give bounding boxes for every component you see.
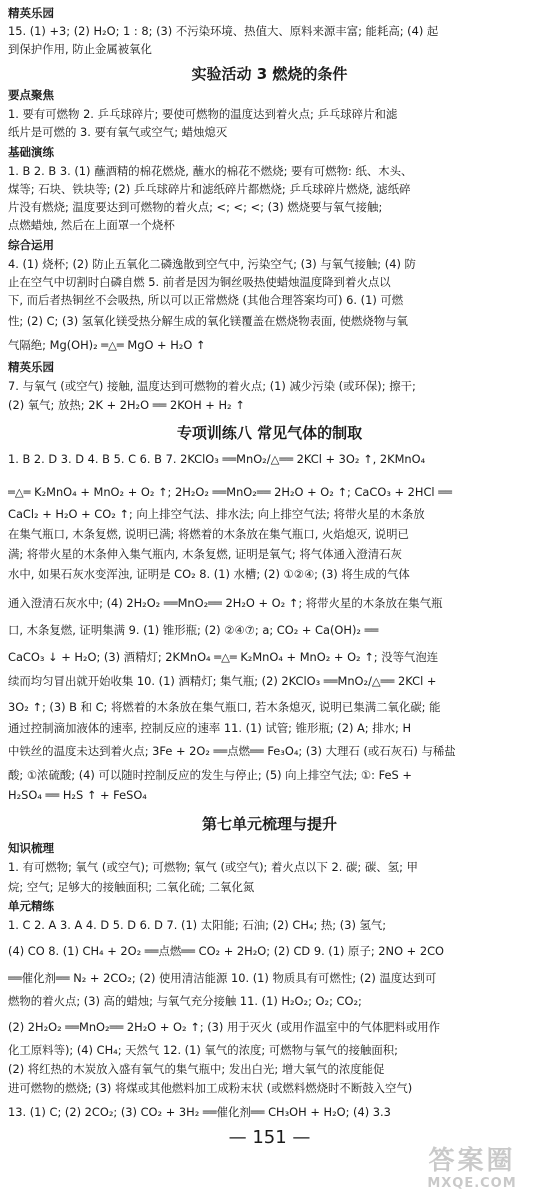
answer-line-12: 性; (2) C; (3) 氢氧化镁受热分解生成的氧化镁覆盖在燃烧物表面, 使燃烧物与氧 — [8, 314, 408, 328]
answer-line-5: 1. B 2. B 3. (1) 蘸酒精的棉花燃烧, 蘸水的棉花不燃烧; 要有可燃物: 纸、木头、 — [8, 164, 413, 178]
title-experiment-3: 实验活动 3 燃烧的条件 — [191, 65, 348, 83]
watermark-logo — [413, 1146, 531, 1196]
answer-line-7: 片没有燃烧; 温度要达到可燃物的着火点; <; <; <; (3) 燃烧要与氧气接触; — [8, 200, 383, 214]
answer-line-15: (2) 氧气; 放热; 2K + 2H₂O ══ 2KOH + H₂ ↑ — [8, 398, 245, 412]
section-heading-comprehensive: 综合运用 — [8, 238, 54, 252]
answer-line-35: ══催化剂══ N₂ + 2CO₂; (2) 使用清洁能源 10. (1) 物质具有可燃性; (2) 温度达到可 — [8, 971, 437, 985]
answer-line-37: (2) 2H₂O₂ ══MnO₂══ 2H₂O + O₂ ↑; (3) 用于灭火 (或用作温室中的气体肥料或用作 — [8, 1020, 441, 1034]
answer-line-3: 1. 要有可燃物 2. 乒乓球碎片; 要使可燃物的温度达到着火点; 乒乓球碎片和滤 — [8, 107, 398, 121]
answer-line-40: 进可燃物的燃烧; (3) 将煤或其他燃料加工成粉末状 (或燃料燃烧时不断鼓入空气) — [8, 1081, 413, 1095]
answer-line-23: 口, 木条复燃, 证明集满 9. (1) 锥形瓶; (2) ②④⑦; a; CO₂ + Ca(OH)₂ ══ — [8, 623, 379, 637]
watermark-url: MXQE.COM — [427, 1176, 517, 1191]
answer-line-31: 1. 有可燃物; 氧气 (或空气); 可燃物; 氧气 (或空气); 着火点以下 2. 碳; 碳、氢; 甲 — [8, 860, 418, 874]
answer-line-13: 气隔绝; Mg(OH)₂ ═△═ MgO + H₂O ↑ — [8, 338, 206, 352]
page-number: — 151 — — [228, 1127, 311, 1148]
title-unit-7-review: 第七单元梳理与提升 — [201, 815, 337, 833]
answer-line-34: (4) CO 8. (1) CH₄ + 2O₂ ══点燃══ CO₂ + 2H₂O; (2) CD 9. (1) 原子; 2NO + 2CO — [8, 944, 444, 958]
answer-line-2: 到保护作用, 防止金属被氧化 — [8, 42, 152, 56]
section-heading-elite-1: 精英乐园 — [8, 6, 54, 20]
watermark-text: 答案圈 — [428, 1146, 516, 1176]
answer-line-39: (2) 将红热的木炭放入盛有氧气的集气瓶中; 发出白光; 增大氧气的浓度能促 — [8, 1062, 385, 1076]
answer-line-14: 7. 与氧气 (或空气) 接触, 温度达到可燃物的着火点; (1) 减少污染 (或环保); 擦干; — [8, 379, 416, 393]
answer-line-6: 煤等; 石块、铁块等; (2) 乒乓球碎片和滤纸碎片都燃烧; 乒乓球碎片燃烧, 滤纸碎 — [8, 182, 411, 196]
answer-line-33: 1. C 2. A 3. A 4. D 5. D 6. D 7. (1) 太阳能; 石油; (2) CH₄; 热; (3) 氢气; — [8, 918, 387, 932]
answer-line-20: 满; 将带火星的木条伸入集气瓶内, 木条复燃, 证明是氧气; 将气体通入澄清石灰 — [8, 547, 402, 561]
answer-line-18: CaCl₂ + H₂O + CO₂ ↑; 向上排空气法、排水法; 向上排空气法; 将带火星的木条放 — [8, 507, 425, 521]
answer-line-26: 3O₂ ↑; (3) B 和 C; 将燃着的木条放在集气瓶口, 若木条熄灭, 说明已集满二氧化碳; 能 — [8, 700, 441, 714]
answer-line-22: 通入澄清石灰水中; (4) 2H₂O₂ ══MnO₂══ 2H₂O + O₂ ↑; 将带火星的木条放在集气瓶 — [8, 596, 443, 610]
answer-line-28: 中铁丝的温度未达到着火点; 3Fe + 2O₂ ══点燃══ Fe₃O₄; (3) 大理石 (或石灰石) 与稀盐 — [8, 744, 456, 758]
answer-line-25: 续而均匀冒出就开始收集 10. (1) 酒精灯; 集气瓶; (2) 2KClO₃ ══MnO₂/△══ 2KCl + — [8, 674, 437, 688]
answer-line-8: 点燃蜡烛, 然后在上面罩一个烧杯 — [8, 218, 175, 232]
answer-line-9: 4. (1) 烧杯; (2) 防止五氧化二磷逸散到空气中, 污染空气; (3) 与氧气接触; (4) 防 — [8, 257, 416, 271]
answer-line-27: 通过控制滴加液体的速率, 控制反应的速率 11. (1) 试管; 锥形瓶; (2) A; 排水; H — [8, 721, 412, 735]
answer-line-4: 纸片是可燃的 3. 要有氧气或空气; 蜡烛熄灭 — [8, 125, 228, 139]
section-heading-key-points: 要点聚焦 — [8, 88, 54, 102]
answer-line-16: 1. B 2. D 3. D 4. B 5. C 6. B 7. 2KClO₃ ══MnO₂/△══ 2KCl + 3O₂ ↑, 2KMnO₄ — [8, 452, 426, 466]
answer-line-41: 13. (1) C; (2) 2CO₂; (3) CO₂ + 3H₂ ══催化剂══ CH₃OH + H₂O; (4) 3.3 — [8, 1105, 391, 1119]
section-heading-knowledge: 知识梳理 — [8, 841, 54, 855]
answer-line-36: 燃物的着火点; (3) 高的蜡烛; 与氧气充分接触 11. (1) H₂O₂; O₂; CO₂; — [8, 994, 362, 1008]
section-heading-elite-2: 精英乐园 — [8, 360, 54, 374]
answer-line-30: H₂SO₄ ══ H₂S ↑ + FeSO₄ — [8, 788, 147, 802]
section-heading-unit-practice: 单元精练 — [8, 899, 54, 913]
title-special-training-8: 专项训练八 常见气体的制取 — [176, 424, 363, 442]
answer-line-38: 化工原料等); (4) CH₄; 天然气 12. (1) 氧气的浓度; 可燃物与氧气的接触面积; — [8, 1043, 398, 1057]
answer-line-17: ═△═ K₂MnO₄ + MnO₂ + O₂ ↑; 2H₂O₂ ══MnO₂══ 2H₂O + O₂ ↑; CaCO₃ + 2HCl ══ — [8, 485, 452, 499]
answer-line-29: 酸; ①浓硫酸; (4) 可以随时控制反应的发生与停止; (5) 向上排空气法; ①: FeS + — [8, 768, 412, 782]
answer-line-32: 烷; 空气; 足够大的接触面积; 二氧化硫; 二氧化氮 — [8, 880, 255, 894]
section-heading-basic-practice: 基础演练 — [8, 145, 54, 159]
answer-line-24: CaCO₃ ↓ + H₂O; (3) 酒精灯; 2KMnO₄ ═△═ K₂MnO₄ + MnO₂ + O₂ ↑; 没等气泡连 — [8, 650, 439, 664]
answer-line-21: 水中, 如果石灰水变浑浊, 证明是 CO₂ 8. (1) 水槽; (2) ①②④; (3) 将生成的气体 — [8, 567, 410, 581]
answer-line-19: 在集气瓶口, 木条复燃, 说明已满; 将燃着的木条放在集气瓶口, 火焰熄灭, 说明已 — [8, 527, 409, 541]
answer-line-1: 15. (1) +3; (2) H₂O; 1 : 8; (3) 不污染环境、热值大、原料来源丰富; 能耗高; (4) 起 — [8, 24, 439, 38]
answer-line-10: 止在空气中切割时白磷自燃 5. 前者是因为铜丝吸热使蜡烛温度降到着火点以 — [8, 275, 391, 289]
answer-line-11: 下, 而后者热铜丝不会吸热, 所以可以正常燃烧 (其他合理答案均可) 6. (1) 可燃 — [8, 293, 404, 307]
